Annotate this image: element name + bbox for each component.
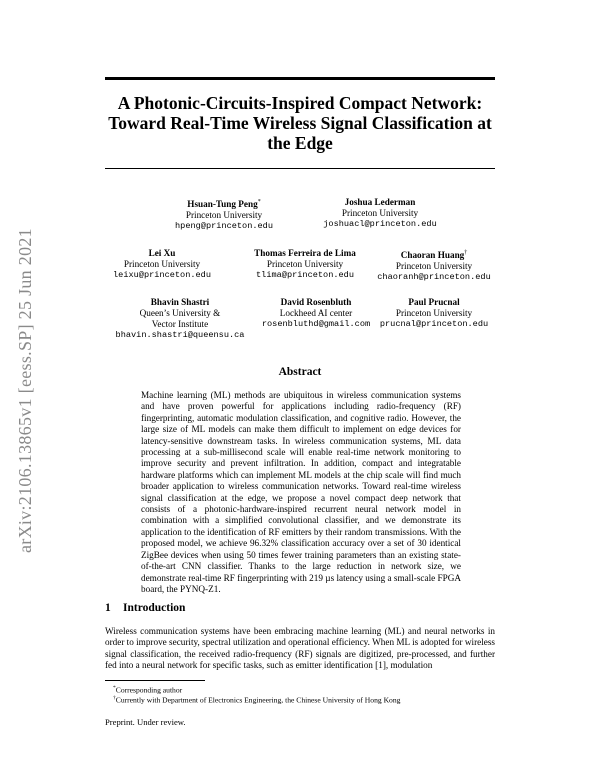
abstract-heading: Abstract bbox=[278, 366, 322, 378]
author-affiliation: Queen’s University & bbox=[139, 308, 221, 318]
footnote-rule bbox=[105, 680, 205, 681]
author-name: Chaoran Huang† bbox=[400, 250, 468, 261]
author-block bbox=[364, 248, 504, 283]
author-name: Lei Xu bbox=[148, 248, 176, 258]
preprint-notice: Preprint. Under review. bbox=[105, 717, 186, 727]
author-affiliation: Princeton University bbox=[395, 261, 473, 272]
author-name: Thomas Ferreira de Lima bbox=[254, 248, 356, 258]
title-bottom-rule bbox=[105, 168, 495, 169]
title-top-rule bbox=[105, 77, 495, 80]
footnote-text: Corresponding author bbox=[115, 685, 183, 695]
author-email[interactable]: prucnal@princeton.edu bbox=[379, 319, 489, 329]
footnote bbox=[113, 684, 182, 695]
author-affiliation: Princeton University bbox=[341, 208, 419, 218]
author-affiliation: Princeton University bbox=[185, 210, 263, 221]
author-affiliation: Princeton University bbox=[266, 259, 344, 269]
author-block bbox=[110, 297, 250, 341]
author-block bbox=[158, 197, 290, 232]
author-block bbox=[102, 248, 222, 281]
author-affiliation: Lockheed AI center bbox=[279, 308, 353, 318]
footnote-mark: * bbox=[113, 685, 116, 691]
intro-paragraph: Wireless communication systems have been embracing machine learning (ML) and neural networks in order to improve security, spectral utilization and operational efficiency. When ML is adopted for wireless signal classification, the received radio-frequency (RF) signals are digitized, pre-processed, and further fed into a neural network for specific tasks, such as emitter identification [1], modulation bbox=[105, 626, 495, 671]
author-name: Joshua Lederman bbox=[344, 197, 416, 207]
footnote-mark: † bbox=[113, 695, 116, 701]
author-name: David Rosenbluth bbox=[280, 297, 352, 307]
author-email[interactable]: bhavin.shastri@queensu.ca bbox=[115, 330, 245, 340]
author-affiliation: Princeton University bbox=[123, 259, 201, 269]
author-block bbox=[230, 248, 380, 281]
author-email[interactable]: rosenbluthd@gmail.com bbox=[261, 319, 371, 329]
paper-title: A Photonic-Circuits-Inspired Compact Network: Toward Real-Time Wireless Signal Classification at the Edge bbox=[108, 93, 492, 153]
author-email[interactable]: leixu@princeton.edu bbox=[113, 270, 211, 280]
section-heading bbox=[105, 602, 185, 614]
author-email[interactable]: joshuacl@princeton.edu bbox=[323, 219, 437, 229]
author-name: Hsuan-Tung Peng* bbox=[187, 199, 261, 210]
author-email[interactable]: chaoranh@princeton.edu bbox=[377, 272, 491, 283]
arxiv-identifier: arXiv:2106.13865v1 [eess.SP] 25 Jun 2021 bbox=[15, 228, 35, 553]
author-email[interactable]: tlima@princeton.edu bbox=[256, 270, 354, 280]
footnote bbox=[113, 694, 400, 705]
author-affiliation: Vector Institute bbox=[151, 319, 209, 329]
abstract-text: Machine learning (ML) methods are ubiquitous in wireless communication systems and have proven powerful for applications including radio-frequency (RF) fingerprinting, automatic modulation classification, and cognitive radio. However, the large size of ML models can make them difficult to implement on edge devices for latency-sensitive downstream tasks. In wireless communication systems, ML data processing at a sub-millisecond scale will enable real-time network monitoring to improve security and prevent infiltration. In addition, compact and integratable hardware platforms which can implement ML models at the chip scale will find much broader application to wireless communication networks. Toward real-time wireless signal classification at the edge, we propose a novel compact deep network that consists of a photonic-hardware-inspired recurrent neural network model in combination with a simplified convolutional classifier, and we demonstrate its application to the identification of RF emitters by their random transmissions. With the proposed model, we achieve 96.32% classification accuracy over a set of 30 identical ZigBee devices when using 50 times fewer training parameters than an existing state-of-the-art CNN classifier. Thanks to the large reduction in network size, we demonstrate real-time RF fingerprinting with 219 µs latency using a small-scale FPGA board, the PYNQ-Z1. bbox=[141, 390, 461, 594]
section-title: Introduction bbox=[123, 602, 186, 614]
author-name: Bhavin Shastri bbox=[150, 297, 210, 307]
footnote-text: Currently with Department of Electronics Engineering, the Chinese University of Hong Kong bbox=[115, 695, 401, 705]
author-email[interactable]: hpeng@princeton.edu bbox=[175, 221, 273, 232]
author-block bbox=[362, 297, 506, 330]
author-block bbox=[310, 197, 450, 230]
author-name: Paul Prucnal bbox=[408, 297, 460, 307]
author-affiliation: Princeton University bbox=[395, 308, 473, 318]
section-number: 1 bbox=[105, 602, 111, 614]
